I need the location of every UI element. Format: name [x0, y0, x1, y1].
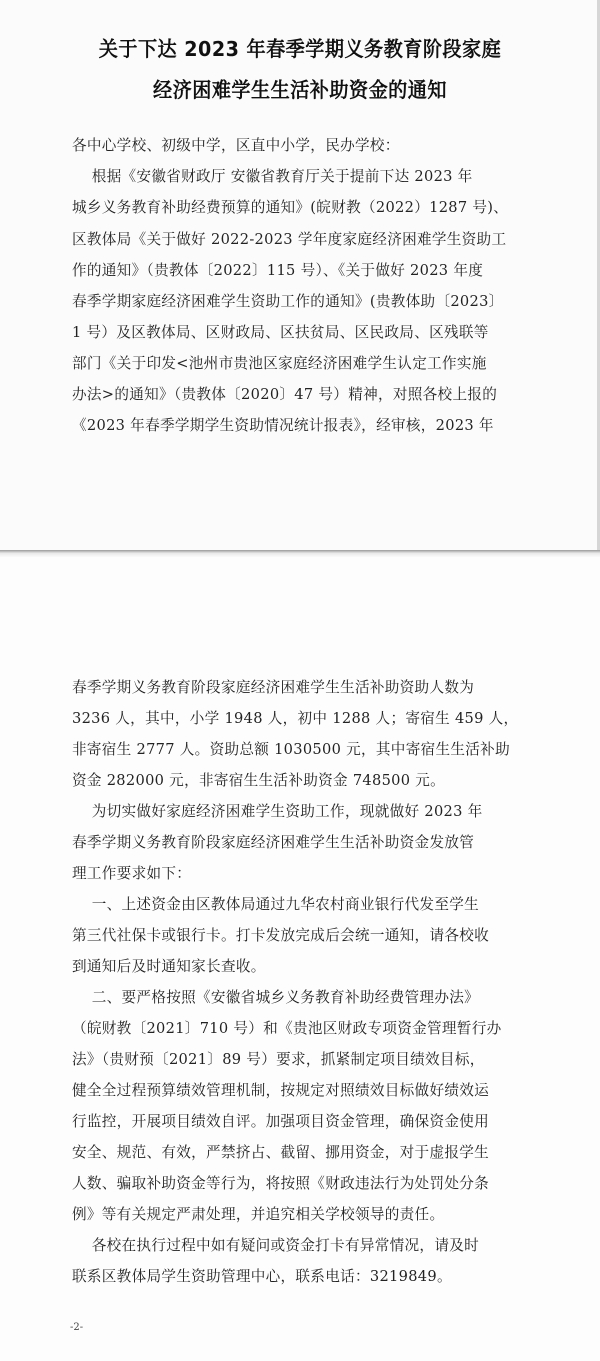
body-line: 3236 人，其中，小学 1948 人，初中 1288 人；寄宿生 459 人，: [72, 710, 519, 727]
body-line: 人数、骗取补助资金等行为，将按照《财政违法行为处罚处分条: [72, 1175, 490, 1192]
body-line: 安全、规范、有效，严禁挤占、截留、挪用资金，对于虚报学生: [72, 1144, 490, 1161]
body-line: 1 号）及区教体局、区财政局、区扶贫局、区民政局、区残联等: [72, 324, 489, 341]
body-line: 办法>的通知》（贵教体〔2020〕47 号）精神，对照各校上报的: [72, 386, 498, 403]
body-line: 春季学期义务教育阶段家庭经济困难学生生活补助资助人数为: [72, 679, 475, 696]
body-line: 为切实做好家庭经济困难学生资助工作，现就做好 2023 年: [72, 803, 483, 820]
page-number: -2-: [70, 1322, 84, 1333]
body-line: 城乡义务教育补助经费预算的通知》(皖财教（2022）1287 号)、: [72, 199, 509, 216]
body-line: 理工作要求如下：: [72, 865, 192, 882]
body-line: 根据《安徽省财政厅 安徽省教育厅关于提前下达 2023 年: [72, 168, 473, 185]
body-line: 《2023 年春季学期学生资助情况统计报表》，经审核，2023 年: [72, 417, 494, 434]
notice-title-line-2: 经济困难学生生活补助资金的通知: [153, 78, 447, 102]
body-line: 二、要严格按照《安徽省城乡义务教育补助经费管理办法》: [72, 989, 479, 1006]
notice-title-line-1: 关于下达 2023 年春季学期义务教育阶段家庭: [98, 37, 502, 61]
document-page-2: [0, 558, 600, 1361]
body-line: 非寄宿生 2777 人。资助总额 1030500 元，其中寄宿生生活补助: [72, 741, 510, 758]
body-line: 例》等有关规定严肃处理，并追究相关学校领导的责任。: [72, 1206, 445, 1223]
addressee-line: 各中心学校、初级中学，区直中小学，民办学校：: [72, 137, 400, 154]
page-separator: [0, 550, 600, 558]
body-line: 到通知后及时通知家长查收。: [72, 958, 266, 975]
body-line: 联系区教体局学生资助管理中心，联系电话：3219849。: [72, 1268, 452, 1285]
body-line: （皖财教〔2021〕710 号）和《贵池区财政专项资金管理暂行办: [72, 1020, 502, 1037]
body-line: 各校在执行过程中如有疑问或资金打卡有异常情况，请及时: [72, 1237, 479, 1254]
body-line: 行监控，开展项目绩效自评。加强项目资金管理，确保资金使用: [72, 1113, 490, 1130]
body-line: 春季学期义务教育阶段家庭经济困难学生生活补助资金发放管: [72, 834, 475, 851]
body-line: 资金 282000 元，非寄宿生生活补助资金 748500 元。: [72, 772, 446, 789]
body-line: 区教体局《关于做好 2022-2023 学年度家庭经济困难学生资助工: [72, 231, 507, 248]
body-line: 法》（贵财预〔2021〕89 号）要求，抓紧制定项目绩效目标，: [72, 1051, 485, 1068]
body-line: 第三代社保卡或银行卡。打卡发放完成后会统一通知，请各校收: [72, 927, 490, 944]
document-page-1: [0, 0, 600, 550]
body-line: 春季学期家庭经济困难学生资助工作的通知》(贵教体助〔2023〕: [72, 293, 504, 310]
body-line: 健全全过程预算绩效管理机制，按规定对照绩效目标做好绩效运: [72, 1082, 490, 1099]
body-line: 部门《关于印发<池州市贵池区家庭经济困难学生认定工作实施: [72, 355, 487, 372]
body-line: 一、上述资金由区教体局通过九华农村商业银行代发至学生: [72, 896, 479, 913]
body-line: 作的通知》（贵教体〔2022〕115 号）、《关于做好 2023 年度: [72, 262, 484, 279]
